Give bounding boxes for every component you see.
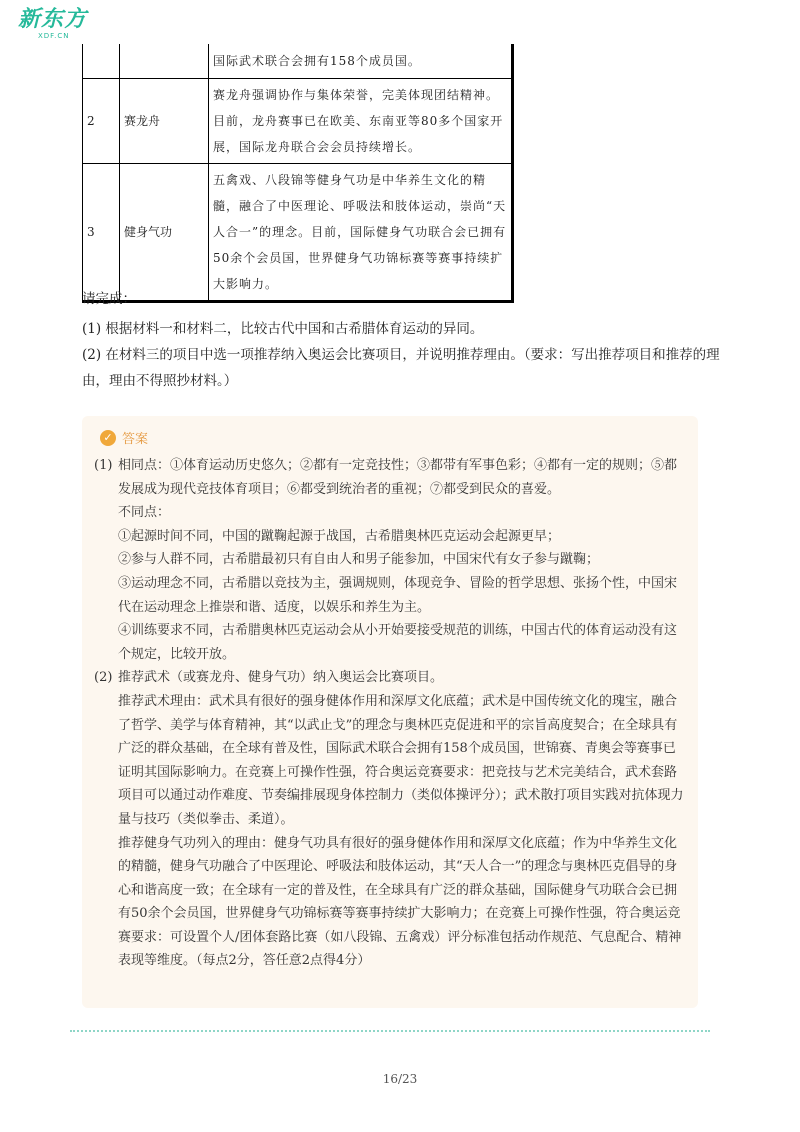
- page-number: 16/23: [382, 1072, 418, 1086]
- table-row: [83, 164, 513, 302]
- row-item-name: 赛龙舟: [120, 79, 209, 164]
- row-description: 五禽戏、八段锦等健身气功是中华养生文化的精髓，融合了中医理论、呼吸法和肢体运动，崇尚“天人合一”的理念。目前，国际健身气功联合会已拥有50余个会员国，世界健身气功锦标赛等赛事持续扩大影响力。: [209, 164, 513, 302]
- wushu-reason: 推荐武术理由：武术具有很好的强身健体作用和深厚文化底蕴；武术是中国传统文化的瑰宝，融合了哲学、美学与体育精神，其“以武止戈”的理念与奥林匹克促进和平的宗旨高度契合；在全球具有广泛的群众基础，在全球有普及性，国际武术联合会拥有158个成员国，世锦赛、青奥会等赛事已证明其国际影响力。在竞赛上可操作性强，符合奥运竞赛要求：把竞技与艺术完美结合，武术套路项目可以通过动作难度、节奏编排展现身体控制力（类似体操评分）；武术散打项目实践对抗体现力量与技巧（类似拳击、柔道）。: [118, 693, 684, 827]
- answer-body: [94, 454, 684, 973]
- row-number: [83, 44, 120, 79]
- answer-part-2: [94, 666, 684, 973]
- difference-item: ②参与人群不同，古希腊最初只有自由人和男子能参加，中国宋代有女子参与蹴鞠；: [118, 552, 600, 568]
- row-number: 3: [83, 164, 120, 302]
- table-row: [83, 79, 513, 164]
- question-1: (1) 根据材料一和材料二，比较古代中国和古希腊体育运动的异同。: [82, 321, 484, 337]
- logo-subtext: XDF.CN: [38, 32, 70, 40]
- recommendation-lead: 推荐武术（或赛龙舟、健身气功）纳入奥运会比赛项目。: [118, 670, 444, 686]
- check-icon: ✓: [100, 430, 116, 446]
- similarities: 相同点：①体育运动历史悠久；②都有一定竞技性；③都带有军事色彩；④都有一定的规则；⑤都发展成为现代竞技体育项目；⑥都受到统治者的重视；⑦都受到民众的喜爱。: [118, 458, 678, 497]
- qigong-reason: 推荐健身气功列入的理由：健身气功具有很好的强身健体作用和深厚文化底蕴；作为中华养生文化的精髓，健身气功融合了中医理论、呼吸法和肢体运动，其“天人合一”的理念与奥林匹克倡导的身心和谐高度一致；在全球有一定的普及性，在全球具有广泛的群众基础，国际健身气功联合会已拥有50余个会员国，世界健身气功锦标赛等赛事持续扩大影响力；在竞赛上可操作性强，符合奥运竞赛要求：可设置个人/团体套路比赛（如八段锦、五禽戏）评分标准包括动作规范、气息配合、精神表现等维度。（每点2分，答任意2点得4分）: [118, 835, 682, 969]
- question-prompt: [82, 288, 722, 394]
- answer-panel: [82, 416, 698, 1008]
- difference-item: ①起源时间不同，中国的蹴鞠起源于战国，古希腊奥林匹克运动会起源更早；: [118, 528, 561, 544]
- xdf-logo: [18, 8, 87, 40]
- row-item-name: 健身气功: [120, 164, 209, 302]
- question-2: (2) 在材料三的项目中选一项推荐纳入奥运会比赛项目，并说明推荐理由。（要求：写出推荐项目和推荐的理由，理由不得照抄材料。）: [82, 347, 720, 389]
- row-item-name: [120, 44, 209, 79]
- sports-table: [82, 44, 514, 303]
- answer-title: 答案: [122, 432, 149, 447]
- row-number: 2: [83, 79, 120, 164]
- difference-item: ③运动理念不同，古希腊以竞技为主，强调规则，体现竞争、冒险的哲学思想、张扬个性，中国宋代在运动理念上推崇和谐、适度，以娱乐和养生为主。: [118, 575, 678, 615]
- part-number: (1): [94, 458, 113, 473]
- row-description: 赛龙舟强调协作与集体荣誉，完美体现团结精神。目前，龙舟赛事已在欧美、东南亚等80多个国家开展，国际龙舟联合会会员持续增长。: [209, 79, 513, 164]
- answer-header: [100, 428, 148, 447]
- difference-item: ④训练要求不同，古希腊奥林匹克运动会从小开始要接受规范的训练，中国古代的体育运动没有这个规定，比较开放。: [118, 623, 678, 662]
- part-number: (2): [94, 670, 113, 686]
- dotted-divider: [70, 1030, 710, 1032]
- differences-label: 不同点：: [118, 505, 171, 521]
- row-description: 国际武术联合会拥有158个成员国。: [209, 44, 513, 79]
- logo-text: 新东方: [18, 7, 88, 32]
- prompt-lead: 请完成：: [82, 291, 136, 307]
- answer-part-1: [94, 454, 684, 666]
- table-row: [83, 44, 513, 79]
